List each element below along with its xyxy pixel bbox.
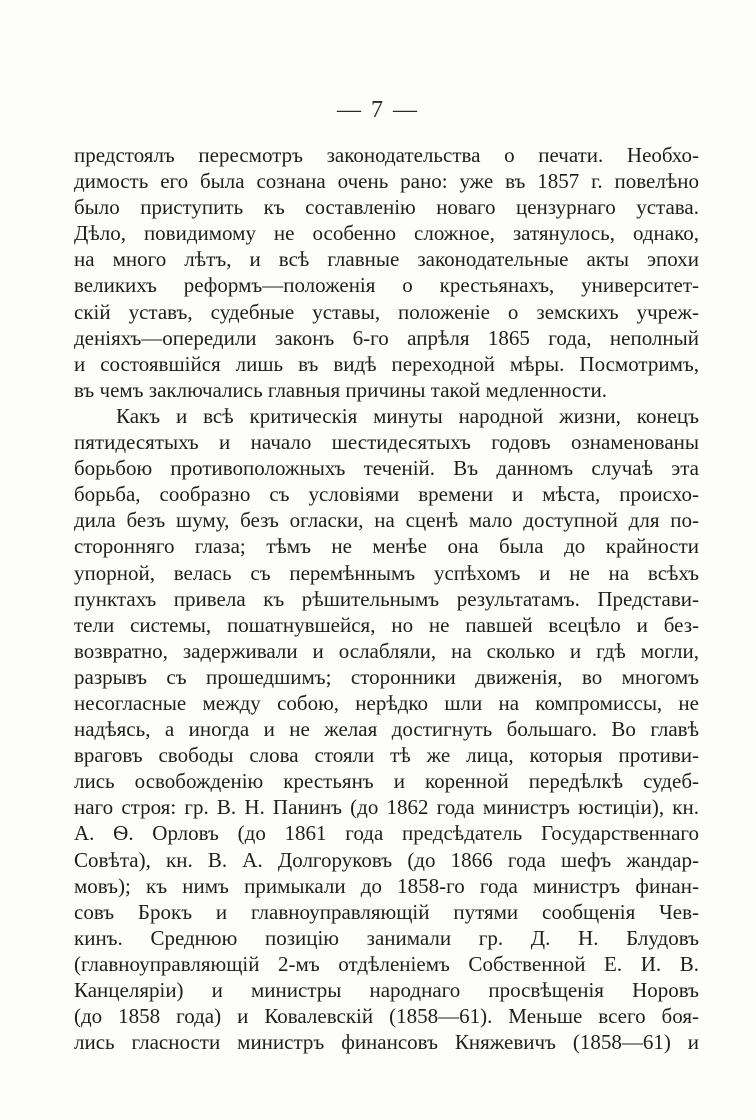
- text-line: было приступить къ составленію новаго цензурнаго устава.: [74, 195, 699, 220]
- text-line: димость его была сознана очень рано: уже въ 1857 г. повелѣно: [74, 169, 699, 194]
- text-line: дила безъ шуму, безъ огласки, на сценѣ мало доступной для по-: [74, 508, 699, 533]
- text-line: А. Ѳ. Орловъ (до 1861 года предсѣдатель Государственнаго: [74, 821, 699, 846]
- text-line: наго строя: гр. В. Н. Панинъ (до 1862 года министръ юстиціи), кн.: [74, 795, 699, 820]
- text-line: враговъ свободы слова стояли тѣ же лица, которыя противи-: [74, 743, 699, 768]
- text-line: борьбою противоположныхъ теченій. Въ данномъ случаѣ эта: [74, 456, 699, 481]
- text-line: на много лѣтъ, и всѣ главные законодательные акты эпохи: [74, 247, 699, 272]
- text-line: несогласные между собою, нерѣдко шли на компромиссы, не: [74, 690, 699, 715]
- text-line: возвратно, задерживали и ослабляли, на сколько и гдѣ могли,: [74, 638, 699, 663]
- text-line: и состоявшійся лишь въ видѣ переходной мѣры. Посмотримъ,: [74, 351, 699, 376]
- text-line: мовъ); къ нимъ примыкали до 1858-го года министръ финан-: [74, 873, 699, 898]
- text-line: скій уставъ, судебные уставы, положеніе о земскихъ учреж-: [74, 299, 699, 324]
- text-line: надѣясь, а иногда и не желая достигнуть большаго. Во главѣ: [74, 717, 699, 742]
- text-line: сторонняго глаза; тѣмъ не менѣе она была до крайности: [74, 534, 699, 559]
- text-line: Совѣта), кн. В. А. Долгоруковъ (до 1866 года шефъ жандар-: [74, 847, 699, 872]
- text-line: въ чемъ заключались главныя причины такой медленности.: [74, 377, 607, 402]
- text-line: пунктахъ привела къ рѣшительнымъ результатамъ. Представи-: [74, 586, 699, 611]
- paragraph-1: [74, 142, 699, 403]
- text-line: великихъ реформъ—положенія о крестьянахъ, университет-: [74, 273, 699, 298]
- text-line: лись гласности министръ финансовъ Княжевичъ (1858—61) и: [74, 1030, 699, 1055]
- text-line: Канцеляріи) и министры народнаго просвѣщенія Норовъ: [74, 978, 699, 1002]
- paragraph-2: [74, 403, 699, 1055]
- text-line: (до 1858 года) и Ковалевскій (1858—61). Меньше всего боя-: [74, 1004, 699, 1029]
- text-line: борьба, сообразно съ условіями времени и мѣста, происхо-: [74, 482, 699, 507]
- body-text: [74, 142, 699, 1055]
- text-line: лись освобожденію крестьянъ и коренной передѣлкѣ судеб-: [74, 769, 699, 794]
- page-number: — 7 —: [337, 97, 419, 123]
- text-line: предстоялъ пересмотръ законодательства о печати. Необхо-: [74, 143, 699, 167]
- text-line: деніяхъ—опередили законъ 6-го апрѣля 1865 года, неполный: [74, 325, 699, 350]
- text-line: (главноуправляющій 2-мъ отдѣленіемъ Собственной Е. И. В.: [74, 951, 699, 976]
- text-line: Какъ и всѣ критическія минуты народной жизни, конецъ: [116, 403, 699, 428]
- text-line: кинъ. Среднюю позицію занимали гр. Д. Н. Блудовъ: [74, 925, 699, 950]
- text-line: совъ Брокъ и главноуправляющій путями сообщенія Чев-: [74, 899, 699, 924]
- text-line: Дѣло, повидимому не особенно сложное, затянулось, однако,: [74, 221, 699, 246]
- text-line: тели системы, пошатнувшейся, но не павшей всецѣло и без-: [74, 612, 699, 637]
- text-line: упорной, велась съ перемѣннымъ успѣхомъ и не на всѣхъ: [74, 560, 699, 585]
- text-line: разрывъ съ прошедшимъ; сторонники движенія, во многомъ: [74, 664, 699, 689]
- text-line: пятидесятыхъ и начало шестидесятыхъ годовъ ознаменованы: [74, 430, 699, 455]
